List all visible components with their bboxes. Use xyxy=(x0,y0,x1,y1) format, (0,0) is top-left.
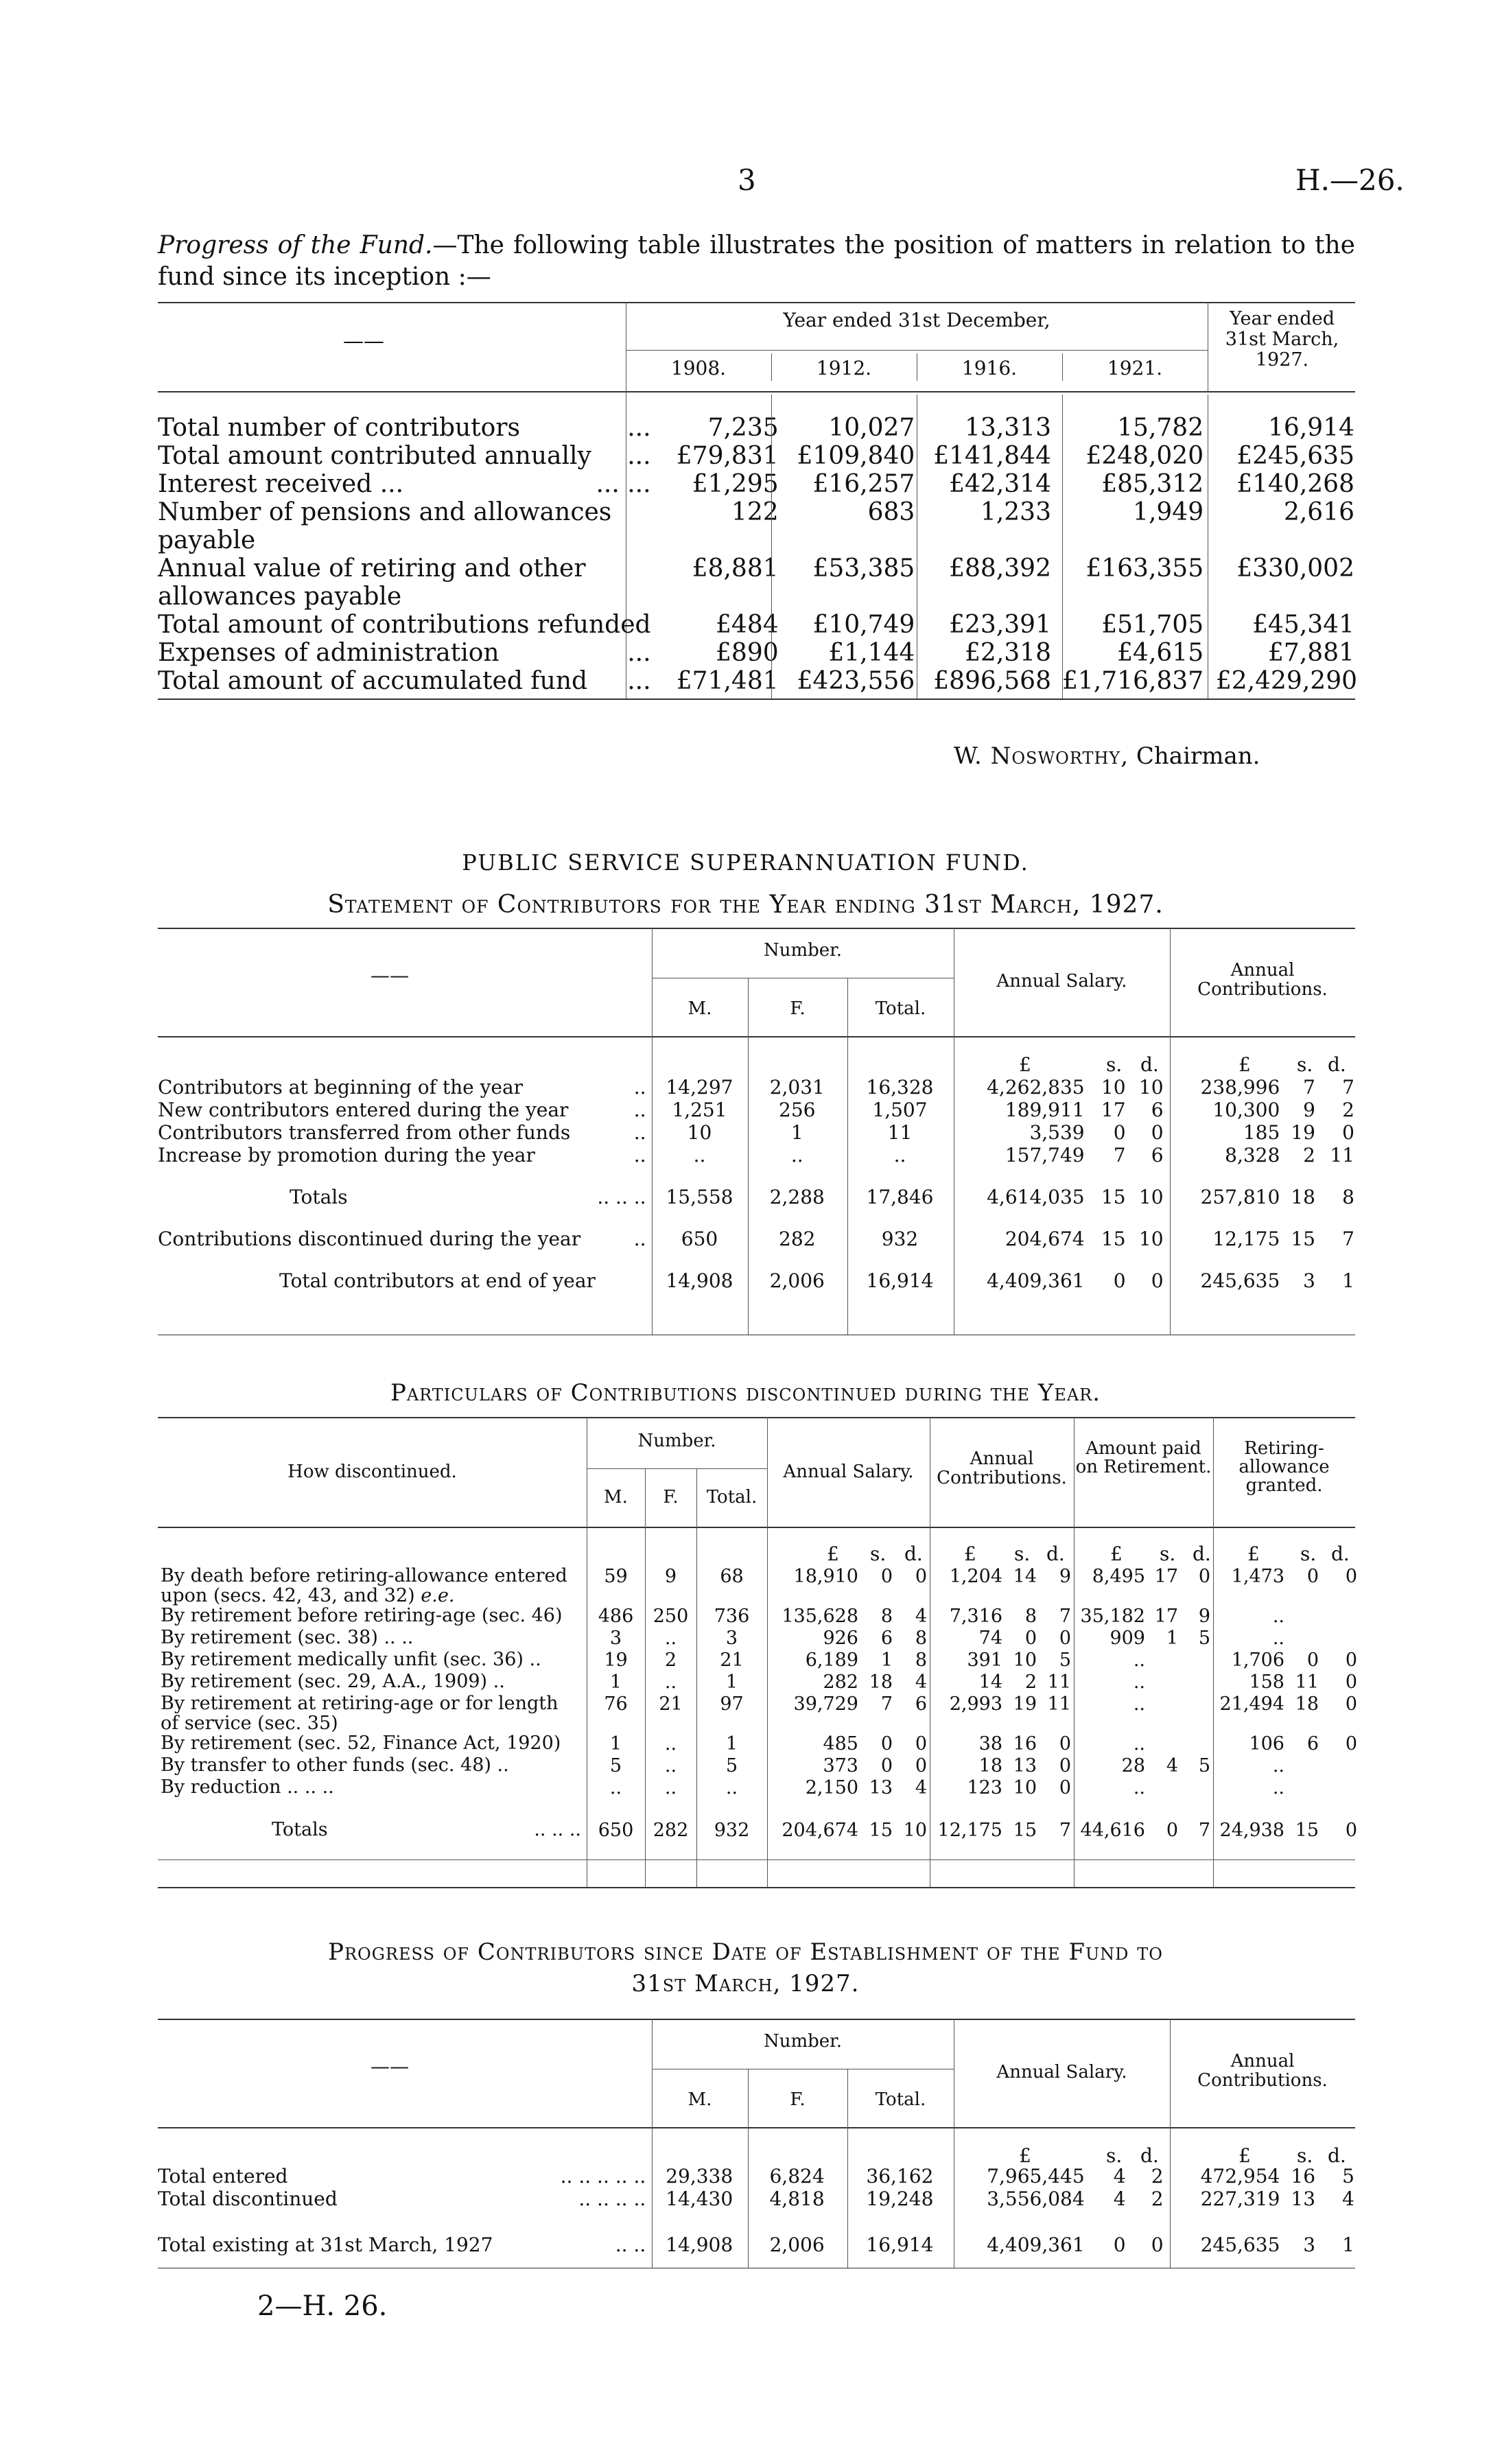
statement-table xyxy=(152,1076,1360,1292)
particulars-number-header: Number. xyxy=(637,1431,716,1451)
particulars-table xyxy=(155,1566,1360,1842)
unit-shillings: s. xyxy=(1297,2144,1313,2167)
unit-pound: £ xyxy=(1019,2144,1031,2167)
table-row: Total existing at 31st March, 1927 .. .. 14,908 2,006 16,914 4,409,361 0 0 245,635 3 1 xyxy=(158,2233,1354,2256)
table-row: By retirement (sec. 29, A.A., 1909) .. 1 .. 1 282 18 4 14 2 11 .. 158 11 0 xyxy=(161,1671,1357,1693)
table-row: Total amount of accumulated fund ... £71,481 £423,556 £896,568 £1,716,837 £2,429,290 xyxy=(158,667,1357,695)
row-leader-dots: .. xyxy=(633,1144,646,1166)
particulars-total-header: Total. xyxy=(706,1487,758,1507)
progress-last-header: Year ended 31st March, 1927. xyxy=(1225,308,1339,371)
table-row: Expenses of administration ... £890 £1,144 £2,318 £4,615 £7,881 xyxy=(158,639,1354,667)
row-label: Total existing at 31st March, 1927 xyxy=(158,2233,493,2256)
signatory-name: W. Nosworthy, xyxy=(954,742,1129,770)
statement-dash: —— xyxy=(371,964,409,987)
table-row: By retirement before retiring-age (sec. 46) 486 250 736 135,628 8 4 7,316 8 7 35,182 17 9 .. xyxy=(161,1605,1284,1627)
row-label: New contributors entered during the year xyxy=(158,1099,569,1121)
unit-pound: £ xyxy=(1238,1053,1251,1076)
unit-shillings: s. xyxy=(1160,1542,1176,1565)
unit-pound: £ xyxy=(1019,1053,1031,1076)
since-m-header: M. xyxy=(688,2089,712,2110)
since-dash: —— xyxy=(371,2055,409,2078)
table-row: Total entered .. .. .. .. .. 29,338 6,824 36,162 7,965,445 4 2 472,954 16 5 xyxy=(158,2165,1354,2187)
table-row: Total amount of contributions refunded £484 £10,749 £23,391 £51,705 £45,341 xyxy=(158,611,1354,639)
table-row: Totals .. .. .. 15,558 2,288 17,846 4,614,035 15 10 257,810 18 8 xyxy=(290,1186,1354,1208)
table-row: By death before retiring-allowance entered upon (secs. 42, 43, and 32) e.e. 59 9 68 18,910 0 0 1,204 14 9 8,495 17 0 1,473 0 0 xyxy=(161,1565,1357,1606)
unit-shillings: s. xyxy=(870,1542,887,1565)
particulars-how-header: How discontinued. xyxy=(287,1462,457,1482)
since-number-header: Number. xyxy=(763,2031,843,2052)
since-table xyxy=(152,2165,1360,2256)
unit-shillings: s. xyxy=(1106,1053,1123,1076)
unit-pence: d. xyxy=(1046,1542,1065,1565)
particulars-f-header: F. xyxy=(663,1487,679,1507)
unit-pence: d. xyxy=(1328,2144,1346,2167)
table-row: Total number of contributors ... 7,235 10,027 13,313 15,782 16,914 xyxy=(158,414,1354,442)
table-row: By retirement (sec. 38) .. .. 3 .. 3 926 6 8 74 0 0 909 1 5 .. xyxy=(161,1627,1284,1649)
unit-shillings: s. xyxy=(1106,2144,1123,2167)
row-label: Total contributors at end of year xyxy=(279,1269,596,1292)
row-label: Contributors at beginning of the year xyxy=(158,1076,524,1099)
table-row: By retirement at retiring-age or for length of service (sec. 35) 76 21 97 39,729 7 6 2,993 19 11 .. 21,494 18 0 xyxy=(161,1693,1357,1734)
statement-title: Statement of Contributors for the Year ending 31st March, 1927. xyxy=(327,891,1164,919)
unit-shillings: s. xyxy=(1300,1542,1317,1565)
since-f-header: F. xyxy=(790,2089,806,2110)
intro-text: —The following table illustrates the position of matters in relation to the fund since its inception :— xyxy=(158,231,1355,291)
progress-year-1912: 1912. xyxy=(816,357,872,379)
document-reference: H.—26. xyxy=(1295,163,1405,197)
table-row: By retirement medically unfit (sec. 36) .. 19 2 21 6,189 1 8 391 10 5 .. 1,706 0 0 xyxy=(161,1649,1357,1671)
row-label: Increase by promotion during the year xyxy=(158,1144,535,1166)
row-leader-dots: .. xyxy=(633,1121,646,1144)
since-total-header: Total. xyxy=(875,2089,926,2110)
unit-pound: £ xyxy=(827,1542,839,1565)
table-row: By reduction .. .. .. .. .. .. 2,150 13 4 123 10 0 .. .. xyxy=(161,1776,1284,1798)
particulars-m-header: M. xyxy=(604,1487,628,1507)
unit-pence: d. xyxy=(1140,2144,1159,2167)
row-label: Total discontinued xyxy=(158,2187,338,2210)
unit-pence: d. xyxy=(1328,1053,1346,1076)
table-row: Interest received ... ... ... £1,295 £16,257 £42,314 £85,312 £140,268 xyxy=(158,470,1354,498)
unit-pence: d. xyxy=(1331,1542,1350,1565)
table-row: Contributors transferred from other funds .. 10 1 11 3,539 0 0 185 19 0 xyxy=(158,1121,1354,1144)
progress-table-dash: —— xyxy=(343,329,384,353)
table-row: By retirement (sec. 52, Finance Act, 1920) 1 .. 1 485 0 0 38 16 0 .. 106 6 0 xyxy=(161,1733,1357,1755)
signature-mark: 2—H. 26. xyxy=(257,2290,388,2322)
unit-shillings: s. xyxy=(1297,1053,1313,1076)
unit-pound: £ xyxy=(964,1542,976,1565)
table-row: Total discontinued .. .. .. .. 14,430 4,818 19,248 3,556,084 4 2 227,319 13 4 xyxy=(158,2187,1354,2210)
particulars-salary-header: Annual Salary. xyxy=(783,1462,914,1482)
table-row: Total contributors at end of year 14,908 2,006 16,914 4,409,361 0 0 245,635 3 1 xyxy=(279,1269,1354,1292)
progress-year-1908: 1908. xyxy=(670,357,727,379)
page-number: 3 xyxy=(738,163,756,197)
since-contrib-header: Annual Contributions. xyxy=(1197,2051,1328,2091)
statement-salary-header: Annual Salary. xyxy=(996,971,1127,992)
row-label: Total entered xyxy=(158,2165,288,2187)
particulars-title: Particulars of Contributions discontinued during the Year. xyxy=(390,1379,1101,1407)
signature-block xyxy=(954,742,1260,770)
table-row: New contributors entered during the year .. 1,251 256 1,507 189,911 17 6 10,300 9 2 xyxy=(158,1099,1354,1121)
particulars-paid-header: Amount paid on Retirement. xyxy=(1075,1438,1212,1477)
unit-pence: d. xyxy=(1193,1542,1211,1565)
intro-paragraph xyxy=(158,230,1355,293)
unit-pence: d. xyxy=(1140,1053,1159,1076)
row-leader-dots: .. .. .. .. xyxy=(578,2187,646,2210)
progress-year-1921: 1921. xyxy=(1107,357,1163,379)
table-row: Contributions discontinued during the year .. 650 282 932 204,674 15 10 12,175 15 7 xyxy=(158,1228,1354,1250)
row-leader-dots: .. xyxy=(633,1228,646,1250)
table-row: Annual value of retiring and other allowances payable £8,881 £53,385 £88,392 £163,355 £330,002 xyxy=(158,554,1354,611)
statement-m-header: M. xyxy=(688,998,712,1019)
row-leader-dots: .. .. xyxy=(615,2233,646,2256)
progress-table xyxy=(152,414,1360,695)
unit-pound: £ xyxy=(1238,2144,1251,2167)
row-leader-dots: .. xyxy=(633,1099,646,1121)
table-row: Total amount contributed annually ... £79,831 £109,840 £141,844 £248,020 £245,635 xyxy=(158,442,1354,470)
fund-title: PUBLIC SERVICE SUPERANNUATION FUND. xyxy=(462,849,1029,876)
row-leader-dots: .. xyxy=(633,1076,646,1099)
since-title xyxy=(0,1936,1491,1999)
table-row: Number of pensions and allowances payable 122 683 1,233 1,949 2,616 xyxy=(158,498,1354,554)
progress-group-header: Year ended 31st December, xyxy=(783,309,1050,331)
progress-year-1916: 1916. xyxy=(961,357,1018,379)
table-row: Totals .. .. .. 650 282 932 204,674 15 10 12,175 15 7 44,616 0 7 24,938 15 0 xyxy=(272,1819,1357,1841)
unit-pound: £ xyxy=(1110,1542,1123,1565)
since-salary-header: Annual Salary. xyxy=(996,2062,1127,2082)
table-row: By transfer to other funds (sec. 48) .. 5 .. 5 373 0 0 18 13 0 28 4 5 .. xyxy=(161,1755,1284,1776)
statement-total-header: Total. xyxy=(875,998,926,1019)
row-leader-dots: .. .. .. .. .. xyxy=(560,2165,646,2187)
intro-heading: Progress of the Fund. xyxy=(158,231,433,259)
statement-number-header: Number. xyxy=(763,940,843,961)
since-title-line1: Progress of Contributors since Date of Establishment of the Fund to xyxy=(328,1938,1163,1966)
since-title-line2: 31st March, 1927. xyxy=(631,1970,860,1997)
row-leader-dots: .. .. .. xyxy=(597,1186,646,1208)
unit-pound: £ xyxy=(1247,1542,1260,1565)
signatory-role: Chairman. xyxy=(1136,742,1260,770)
unit-shillings: s. xyxy=(1014,1542,1031,1565)
row-label: Contributions discontinued during the year xyxy=(158,1228,581,1250)
table-row: Contributors at beginning of the year .. 14,297 2,031 16,328 4,262,835 10 10 238,996 7 7 xyxy=(158,1076,1354,1099)
statement-f-header: F. xyxy=(790,998,806,1019)
unit-pence: d. xyxy=(904,1542,923,1565)
row-label: Totals xyxy=(290,1186,348,1208)
statement-contrib-header: Annual Contributions. xyxy=(1197,960,1328,1000)
table-row: Increase by promotion during the year .. .. .. .. 157,749 7 6 8,328 2 11 xyxy=(158,1144,1354,1166)
row-label: Contributors transferred from other funds xyxy=(158,1121,571,1144)
particulars-retiring-header: Retiring-allowance granted. xyxy=(1238,1438,1330,1496)
particulars-contrib-header: Annual Contributions. xyxy=(937,1448,1067,1488)
